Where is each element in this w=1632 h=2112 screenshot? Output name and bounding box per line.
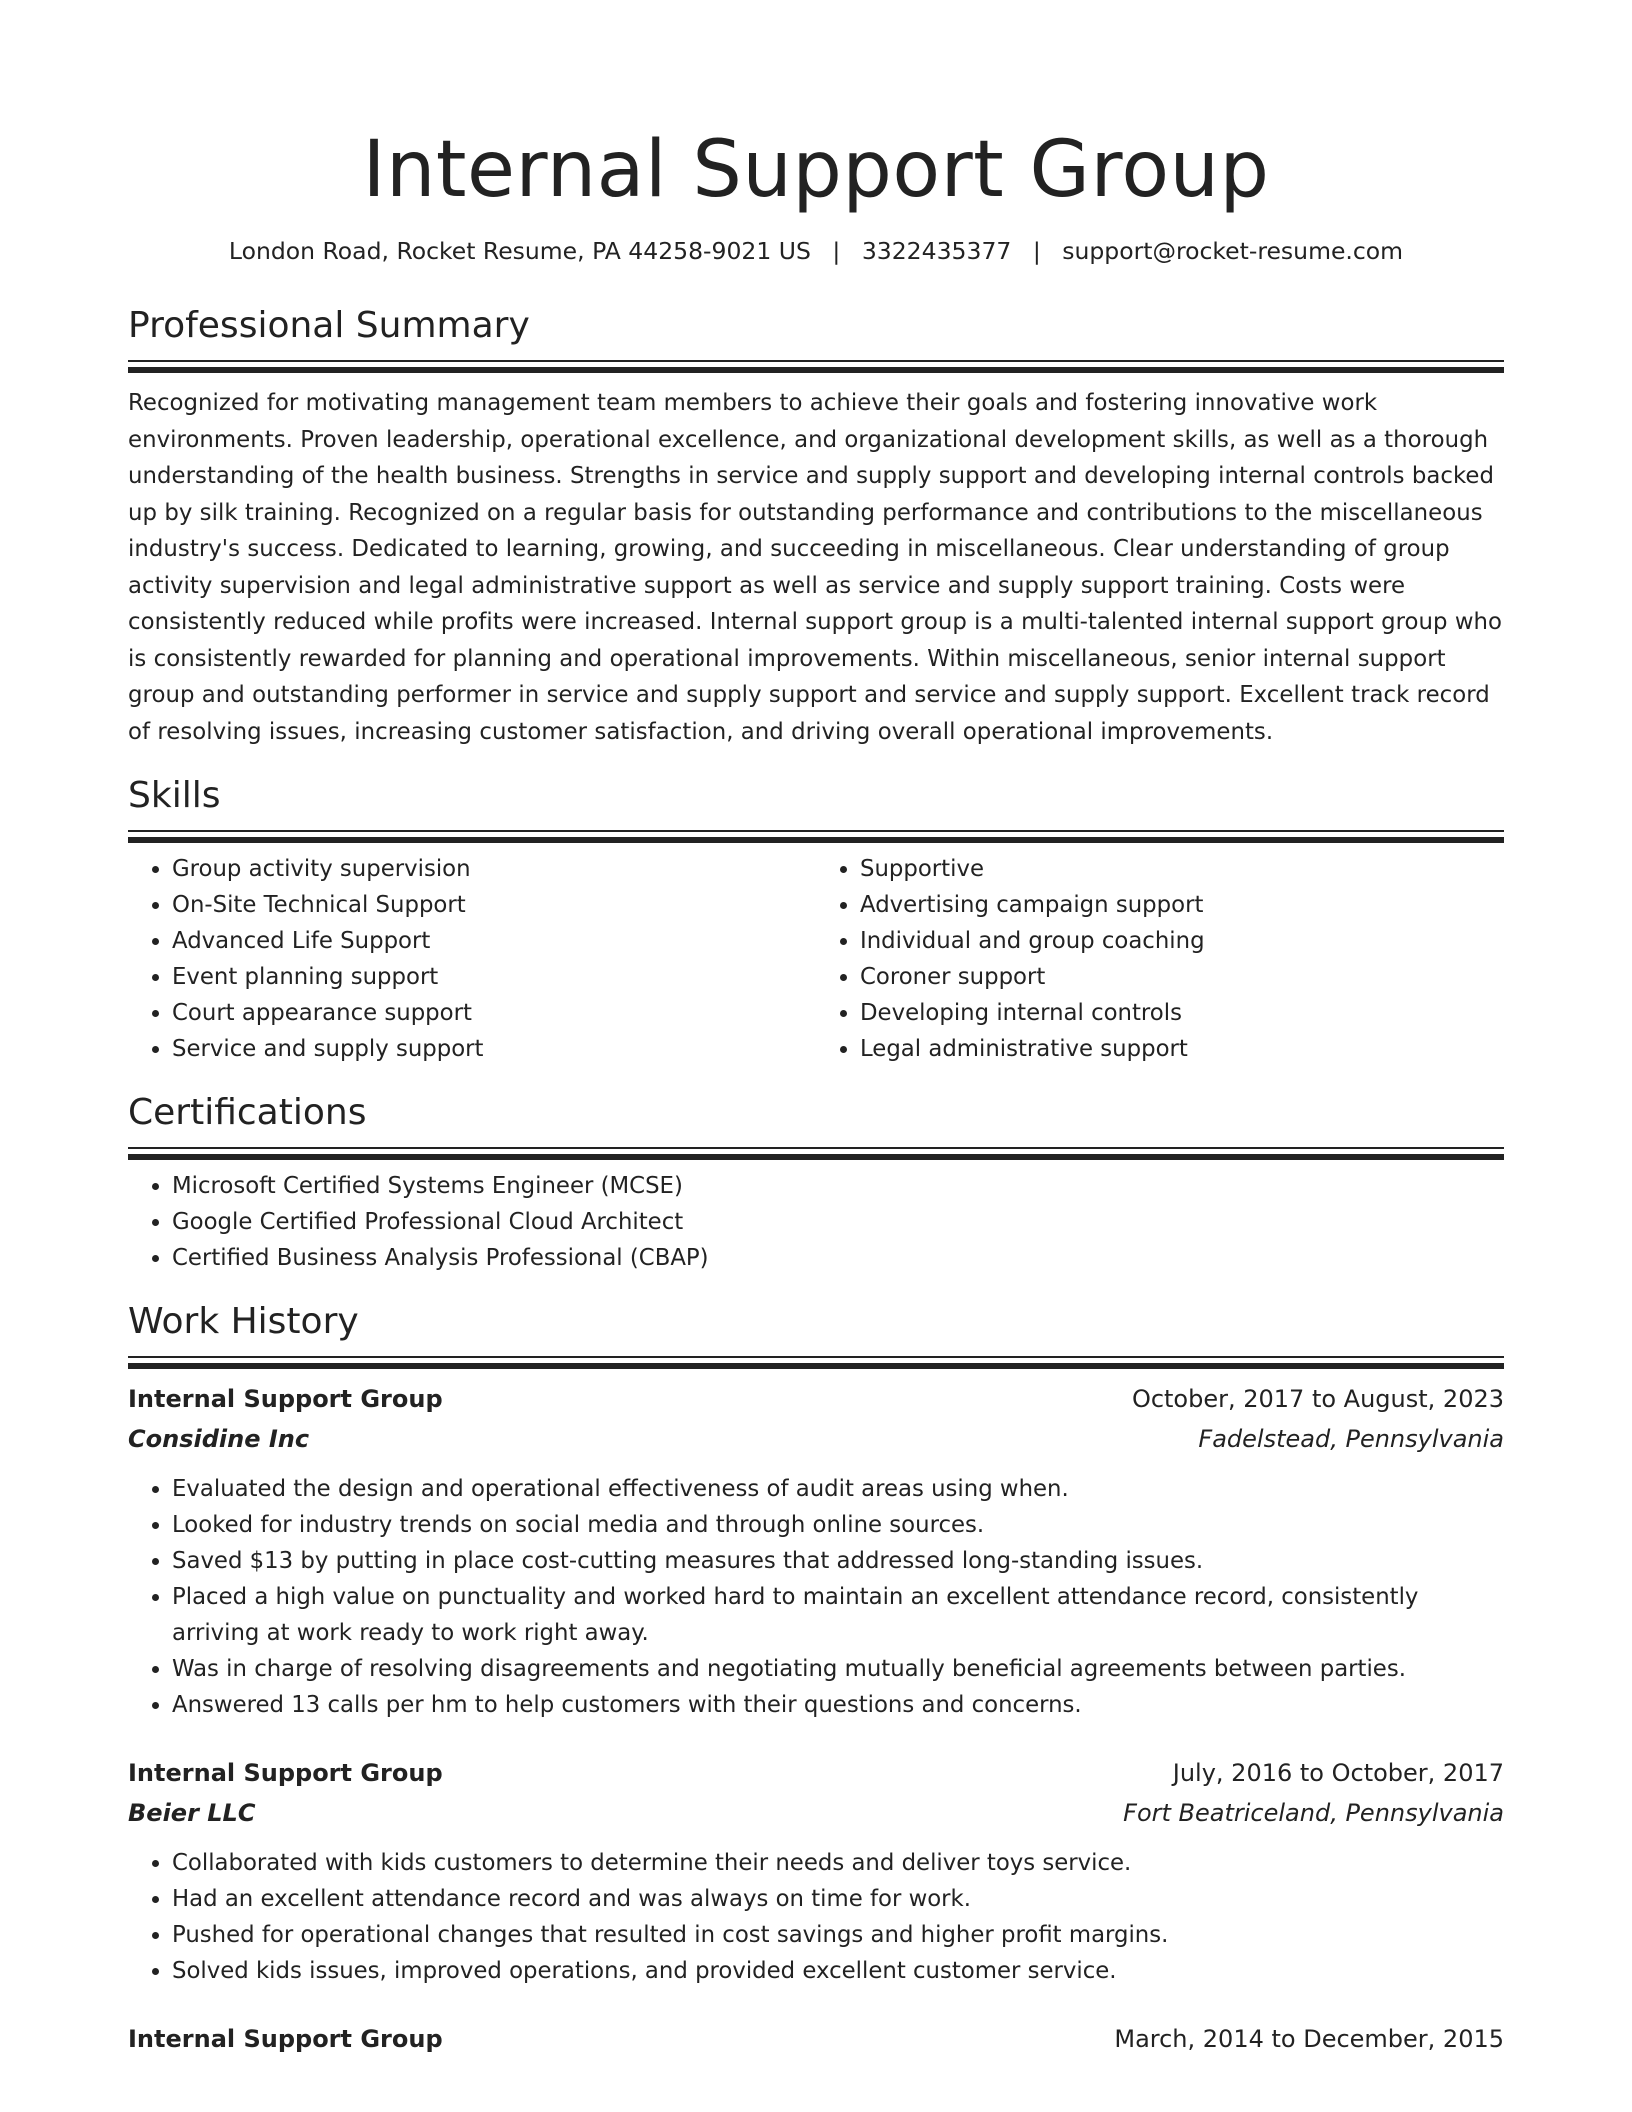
skill-item: • Coroner support [860, 959, 1504, 995]
job-bullet: • Was in charge of resolving disagreements and negotiating mutually beneficial agreements between parties. [172, 1651, 1504, 1687]
skill-item: • Developing internal controls [860, 995, 1504, 1031]
job-bullet: • Pushed for operational changes that resulted in cost savings and higher profit margins. [172, 1917, 1504, 1953]
section-divider-thick [128, 1154, 1504, 1160]
certifications-list [128, 1168, 1504, 1276]
job-header [128, 2019, 1504, 2059]
job-header [128, 1753, 1504, 1793]
contact-phone: 3322435377 [861, 237, 1012, 265]
skill-item: • Supportive [860, 851, 1504, 887]
job-bullet: • Had an excellent attendance record and was always on time for work. [172, 1881, 1504, 1917]
certification-item: • Google Certified Professional Cloud Architect [172, 1204, 1504, 1240]
section-divider [128, 360, 1504, 362]
section-divider-thick [128, 837, 1504, 843]
certifications-section [128, 1089, 1504, 1276]
section-divider-thick [128, 367, 1504, 373]
summary-heading: Professional Summary [128, 305, 530, 346]
section-divider [128, 830, 1504, 832]
skill-item: • Service and supply support [172, 1031, 816, 1067]
skill-item: • Event planning support [172, 959, 816, 995]
skills-section [128, 772, 1504, 1067]
summary-section [128, 302, 1504, 750]
job-entry [128, 2019, 1504, 2059]
work-history-heading: Work History [128, 1301, 359, 1342]
job-subheader [128, 1793, 1504, 1833]
section-divider-thick [128, 1363, 1504, 1369]
contact-email: support@rocket-resume.com [1062, 237, 1404, 265]
job-dates: October, 2017 to August, 2023 [1131, 1385, 1504, 1413]
job-entry [128, 1753, 1504, 1989]
job-company: Considine Inc [128, 1425, 310, 1453]
job-location: Fadelstead, Pennsylvania [1198, 1425, 1504, 1453]
job-bullet: • Placed a high value on punctuality and worked hard to maintain an excellent attendance record, consistently arriving at work ready to work right away. [172, 1579, 1504, 1651]
job-bullet: • Looked for industry trends on social media and through online sources. [172, 1507, 1504, 1543]
skill-item: • Individual and group coaching [860, 923, 1504, 959]
job-entry [128, 1379, 1504, 1723]
skill-item: • Advertising campaign support [860, 887, 1504, 923]
job-company: Beier LLC [128, 1799, 256, 1827]
skill-item: • On-Site Technical Support [172, 887, 816, 923]
job-title: Internal Support Group [128, 2025, 443, 2053]
certifications-heading: Certifications [128, 1092, 367, 1133]
job-bullet: • Solved kids issues, improved operations, and provided excellent customer service. [172, 1953, 1504, 1989]
job-dates: July, 2016 to October, 2017 [1172, 1759, 1504, 1787]
job-location: Fort Beatriceland, Pennsylvania [1123, 1799, 1504, 1827]
skills-list-right [816, 851, 1504, 1067]
job-bullet: • Evaluated the design and operational effectiveness of audit areas using when. [172, 1471, 1504, 1507]
section-divider [128, 1147, 1504, 1149]
job-header [128, 1379, 1504, 1419]
resume-page [128, 0, 1504, 2059]
summary-text: Recognized for motivating management team members to achieve their goals and fostering innovative work environments. Proven leadership, operational excellence, and organizational development skills, as well as a thorough understanding of the health business. Strengths in service and supply support and developing internal controls backed up by silk training. Recognized on a regular basis for outstanding performance and contributions to the miscellaneous industry's success. Dedicated to learning, growing, and succeeding in miscellaneous. Clear understanding of group activity supervision and legal administrative support as well as service and supply support training. Costs were consistently reduced while profits were increased. Internal support group is a multi-talented internal support group who is consistently rewarded for planning and operational improvements. Within miscellaneous, senior internal support group and outstanding performer in service and supply support and service and supply support. Excellent track record of resolving issues, increasing customer satisfaction, and driving overall operational improvements. [128, 390, 1503, 745]
job-bullet: • Saved $13 by putting in place cost-cutting measures that addressed long-standing issues. [172, 1543, 1504, 1579]
skill-item: • Group activity supervision [172, 851, 816, 887]
job-title: Internal Support Group [128, 1759, 443, 1787]
contact-separator: | [832, 237, 841, 265]
section-divider [128, 1356, 1504, 1358]
contact-separator: | [1032, 237, 1041, 265]
work-history-section [128, 1298, 1504, 2059]
job-bullets [128, 1471, 1504, 1723]
certification-item: • Microsoft Certified Systems Engineer (MCSE) [172, 1168, 1504, 1204]
contact-address: London Road, Rocket Resume, PA 44258-9021 US [228, 237, 811, 265]
skill-item: • Court appearance support [172, 995, 816, 1031]
skills-heading: Skills [128, 775, 221, 816]
skills-list-left [128, 851, 816, 1067]
job-bullets [128, 1845, 1504, 1989]
certification-item: • Certified Business Analysis Professional (CBAP) [172, 1240, 1504, 1276]
job-bullet: • Answered 13 calls per hm to help customers with their questions and concerns. [172, 1687, 1504, 1723]
resume-name: Internal Support Group [362, 125, 1270, 215]
skill-item: • Advanced Life Support [172, 923, 816, 959]
job-dates: March, 2014 to December, 2015 [1114, 2025, 1504, 2053]
job-title: Internal Support Group [128, 1385, 443, 1413]
contact-line [128, 234, 1504, 268]
skill-item: • Legal administrative support [860, 1031, 1504, 1067]
skills-columns [128, 851, 1504, 1067]
job-subheader [128, 1419, 1504, 1459]
job-bullet: • Collaborated with kids customers to determine their needs and deliver toys service. [172, 1845, 1504, 1881]
